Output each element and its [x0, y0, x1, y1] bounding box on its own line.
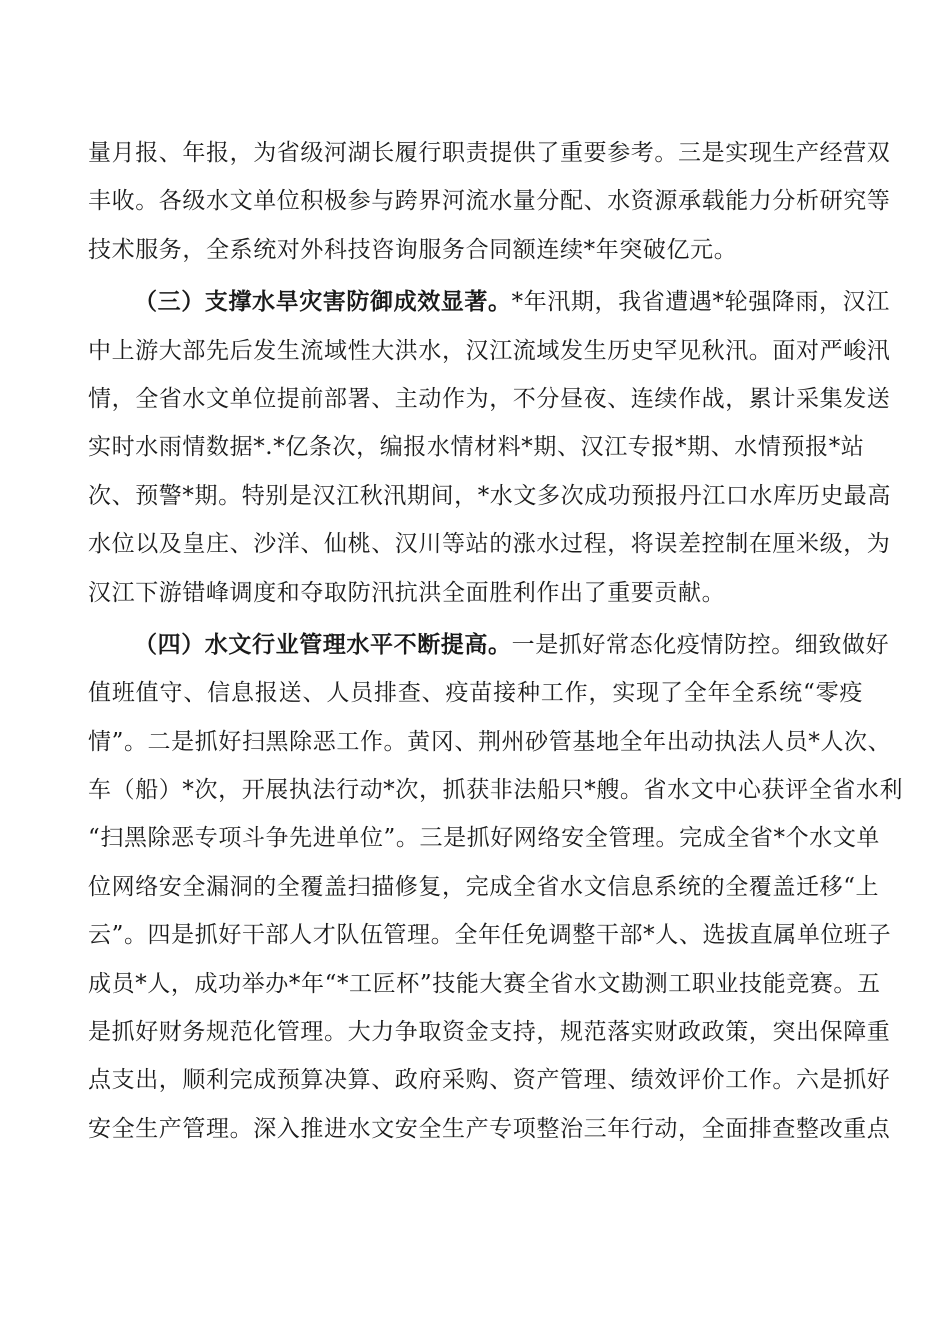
- body-line: 值班值守、信息报送、人员排查、疫苗接种工作，实现了全年全系统“零疫: [88, 680, 863, 707]
- body-line: 次、预警*期。特别是汉江秋汛期间，*水文多次成功预报丹江口水库历史最高: [88, 482, 891, 509]
- body-line: 点支出，顺利完成预算决算、政府采购、资产管理、绩效评价工作。六是抓好: [88, 1067, 891, 1094]
- body-line: 安全生产管理。深入推进水文安全生产专项整治三年行动，全面排查整改重点: [88, 1115, 891, 1142]
- body-text: *年汛期，我省遭遇*轮强降雨，汉江: [511, 289, 890, 316]
- body-line: 成员*人，成功举办*年“*工匠杯”技能大赛全省水文勘测工职业技能竞赛。五: [88, 970, 881, 997]
- body-line: 车（船）*次，开展执法行动*次，抓获非法船只*艘。省水文中心获评全省水利: [88, 777, 904, 804]
- body-line: 实时水雨情数据*.*亿条次，编报水情材料*期、汉江专报*期、水情预报*站: [88, 434, 865, 461]
- section-heading: （三）支撑水旱灾害防御成效显著。: [134, 289, 512, 316]
- body-line: 技术服务，全系统对外科技咨询服务合同额连续*年突破亿元。: [88, 236, 738, 263]
- section-first-line: [88, 621, 890, 669]
- body-line: 水位以及皇庄、沙洋、仙桃、汉川等站的涨水过程，将误差控制在厘米级，为: [88, 531, 891, 558]
- body-text: 一是抓好常态化疫情防控。细致做好: [511, 631, 890, 658]
- body-line: “扫黑除恶专项斗争先进单位”。三是抓好网络安全管理。完成全省*个水文单: [88, 825, 881, 852]
- section-first-line: [88, 278, 890, 326]
- body-line: 情”。二是抓好扫黑除恶工作。黄冈、荆州砂管基地全年出动执法人员*人次、: [88, 728, 892, 755]
- body-line: 量月报、年报，为省级河湖长履行职责提供了重要参考。三是实现生产经营双: [88, 140, 891, 166]
- body-line: 是抓好财务规范化管理。大力争取资金支持，规范落实财政政策，突出保障重: [88, 1019, 891, 1046]
- body-line: 位网络安全漏洞的全覆盖扫描修复，完成全省水文信息系统的全覆盖迁移“上: [88, 873, 880, 900]
- body-line: 汉江下游错峰调度和夺取防汛抗洪全面胜利作出了重要贡献。: [88, 579, 726, 606]
- body-line: 丰收。各级水文单位积极参与跨界河流水量分配、水资源承载能力分析研究等: [88, 188, 891, 215]
- section-heading: （四）水文行业管理水平不断提高。: [134, 631, 512, 658]
- document-body: [88, 129, 904, 1153]
- body-line: 云”。四是抓好干部人才队伍管理。全年任免调整干部*人、选拔直属单位班子: [88, 922, 892, 949]
- body-line: 情，全省水文单位提前部署、主动作为，不分昼夜、连续作战，累计采集发送: [88, 385, 891, 412]
- body-line: 中上游大部先后发生流域性大洪水，汉江流域发生历史罕见秋汛。面对严峻汛: [88, 337, 891, 364]
